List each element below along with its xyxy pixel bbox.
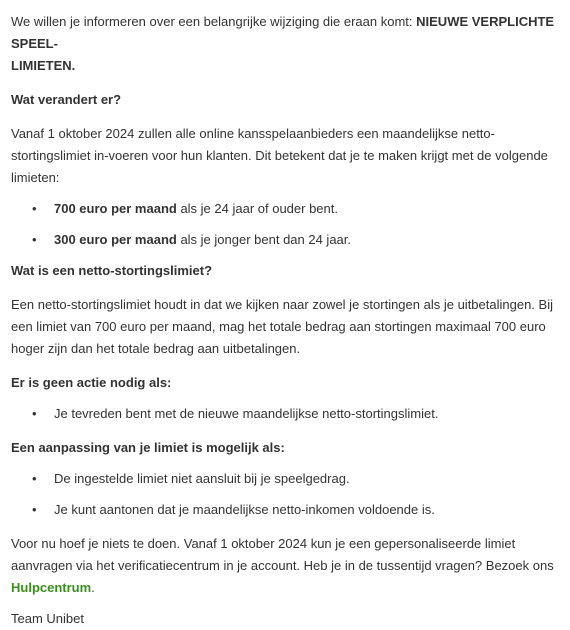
limit-amount: 700 euro per maand: [54, 201, 177, 216]
intro-emphasis-line1: NIEUWE VERPLICHTE SPEEL-: [11, 14, 555, 51]
limits-list: [11, 198, 560, 251]
adjustment-list: [11, 468, 560, 521]
list-item-text: Je tevreden bent met de nieuwe maandelijkse netto-stortingslimiet.: [54, 406, 439, 421]
no-action-list: [11, 403, 560, 425]
bullet-icon: •: [32, 406, 37, 421]
heading-adjustment: Een aanpassing van je limiet is mogelijk als:: [11, 440, 285, 455]
intro-emphasis-line2: LIMIETEN.: [11, 58, 76, 73]
limit-condition: als je jonger bent dan 24 jaar.: [176, 232, 352, 247]
intro-text: We willen je informeren over een belangrijke wijziging die eraan komt:: [11, 14, 417, 29]
signature: Team Unibet: [11, 611, 84, 626]
bullet-icon: •: [32, 471, 37, 486]
list-item: [11, 229, 560, 251]
intro-paragraph: [11, 11, 560, 77]
list-item-text: Je kunt aantonen dat je maandelijkse netto-inkomen voldoende is.: [54, 502, 435, 517]
heading-what-changes: Wat verandert er?: [11, 92, 122, 107]
heading-what-is-limit: Wat is een netto-stortingslimiet?: [11, 263, 213, 278]
closing-period: .: [91, 580, 95, 595]
list-item: [11, 403, 560, 425]
closing-paragraph: [11, 533, 560, 599]
heading-no-action: Er is geen actie nodig als:: [11, 375, 172, 390]
bullet-icon: •: [32, 502, 37, 517]
list-item: [11, 499, 560, 521]
limit-condition: als je 24 jaar of ouder bent.: [176, 201, 338, 216]
bullet-icon: •: [32, 201, 37, 216]
limit-amount: 300 euro per maand: [54, 232, 177, 247]
list-item-text: De ingestelde limiet niet aansluit bij je speelgedrag.: [54, 471, 350, 486]
closing-text: Voor nu hoef je niets te doen. Vanaf 1 oktober 2024 kun je een gepersonaliseerde limiet aanvragen via het verificatiecentrum in je account. Heb je in de tussentijd vragen? Bezoek ons: [11, 536, 554, 573]
help-center-link[interactable]: Hulpcentrum: [11, 580, 92, 595]
paragraph-what-is-limit: Een netto-stortingslimiet houdt in dat we kijken naar zowel je stortingen als je uitbetalingen. Bij een limiet van 700 euro per maand, mag het totale bedrag aan stortingen maximaal 700 euro hoger zijn dan het totale bedrag aan uitbetalingen.: [11, 297, 553, 356]
list-item: [11, 468, 560, 490]
bullet-icon: •: [32, 232, 37, 247]
paragraph-what-changes: Vanaf 1 oktober 2024 zullen alle online kansspelaanbieders een maandelijkse netto-stortingslimiet in-voeren voor hun klanten. Dit betekent dat je te maken krijgt met de volgende limieten:: [11, 126, 548, 185]
list-item: [11, 198, 560, 220]
